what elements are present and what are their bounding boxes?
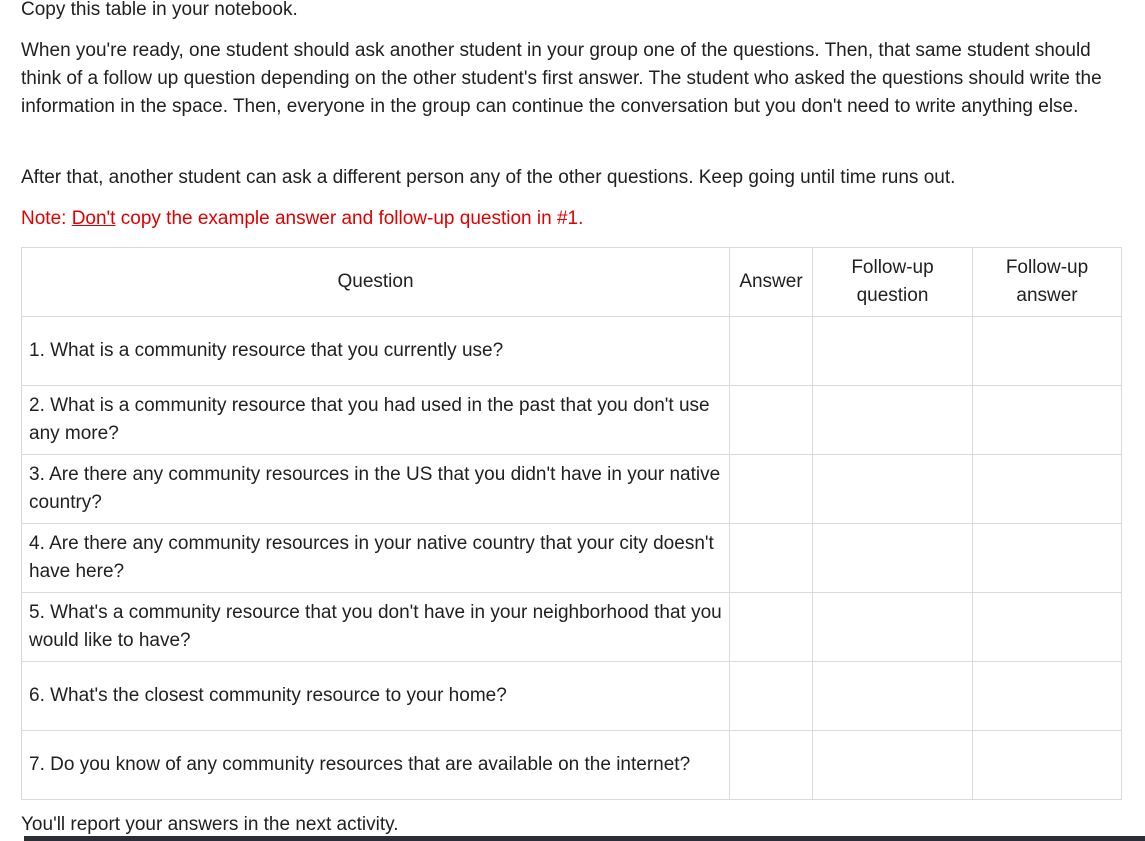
- note-suffix: copy the example answer and follow-up question in #1.: [115, 208, 584, 229]
- table-header-row: [22, 248, 1122, 317]
- followup-question-cell: [813, 317, 973, 386]
- note-warning: [21, 205, 583, 233]
- intro-instruction: Copy this table in your notebook.: [21, 0, 298, 20]
- answer-cell: [730, 731, 813, 800]
- answer-cell: [730, 524, 813, 593]
- note-underlined-word: Don't: [71, 208, 116, 229]
- table-row: [22, 731, 1122, 800]
- followup-answer-cell: [973, 317, 1122, 386]
- answer-cell: [730, 662, 813, 731]
- followup-answer-cell: [973, 524, 1122, 593]
- followup-answer-cell: [973, 731, 1122, 800]
- answer-cell: [730, 455, 813, 524]
- answer-cell: [730, 593, 813, 662]
- answer-cell: [730, 386, 813, 455]
- header-followup-question: Follow-up question: [813, 248, 973, 317]
- followup-answer-cell: [973, 386, 1122, 455]
- header-question: Question: [22, 248, 730, 317]
- question-cell: 5. What's a community resource that you don't have in your neighborhood that you would like to have?: [22, 593, 730, 662]
- table-row: [22, 386, 1122, 455]
- followup-question-cell: [813, 731, 973, 800]
- table-row: [22, 455, 1122, 524]
- answer-cell: [730, 317, 813, 386]
- header-answer: Answer: [730, 248, 813, 317]
- question-cell: 2. What is a community resource that you had used in the past that you don't use any more?: [22, 386, 730, 455]
- bottom-scrollbar[interactable]: [24, 836, 1145, 841]
- followup-answer-cell: [973, 455, 1122, 524]
- table-row: [22, 524, 1122, 593]
- note-prefix: Note:: [21, 208, 72, 229]
- table-row: [22, 593, 1122, 662]
- followup-question-cell: [813, 662, 973, 731]
- table-row: [22, 662, 1122, 731]
- table-row: [22, 317, 1122, 386]
- question-cell: 3. Are there any community resources in the US that you didn't have in your native country?: [22, 455, 730, 524]
- report-note: You'll report your answers in the next activity.: [21, 814, 399, 835]
- question-cell: 6. What's the closest community resource to your home?: [22, 662, 730, 731]
- followup-question-cell: [813, 524, 973, 593]
- followup-question-cell: [813, 593, 973, 662]
- steps-instruction: When you're ready, one student should ask another student in your group one of the questions. Then, that same student should think of a follow up question depending on the other student's first answer. The student who asked the questions should write the information in the space. Then, everyone in the group can continue the conversation but you don't need to write anything else.: [21, 40, 1102, 117]
- followup-question-cell: [813, 386, 973, 455]
- header-followup-answer: Follow-up answer: [973, 248, 1122, 317]
- question-cell: 7. Do you know of any community resources that are available on the internet?: [22, 731, 730, 800]
- followup-question-cell: [813, 455, 973, 524]
- after-instruction: After that, another student can ask a different person any of the other questions. Keep going until time runs out.: [21, 167, 956, 188]
- question-cell: 4. Are there any community resources in your native country that your city doesn't have here?: [22, 524, 730, 593]
- followup-answer-cell: [973, 662, 1122, 731]
- questions-table: [21, 247, 1122, 800]
- question-cell: 1. What is a community resource that you currently use?: [22, 317, 730, 386]
- followup-answer-cell: [973, 593, 1122, 662]
